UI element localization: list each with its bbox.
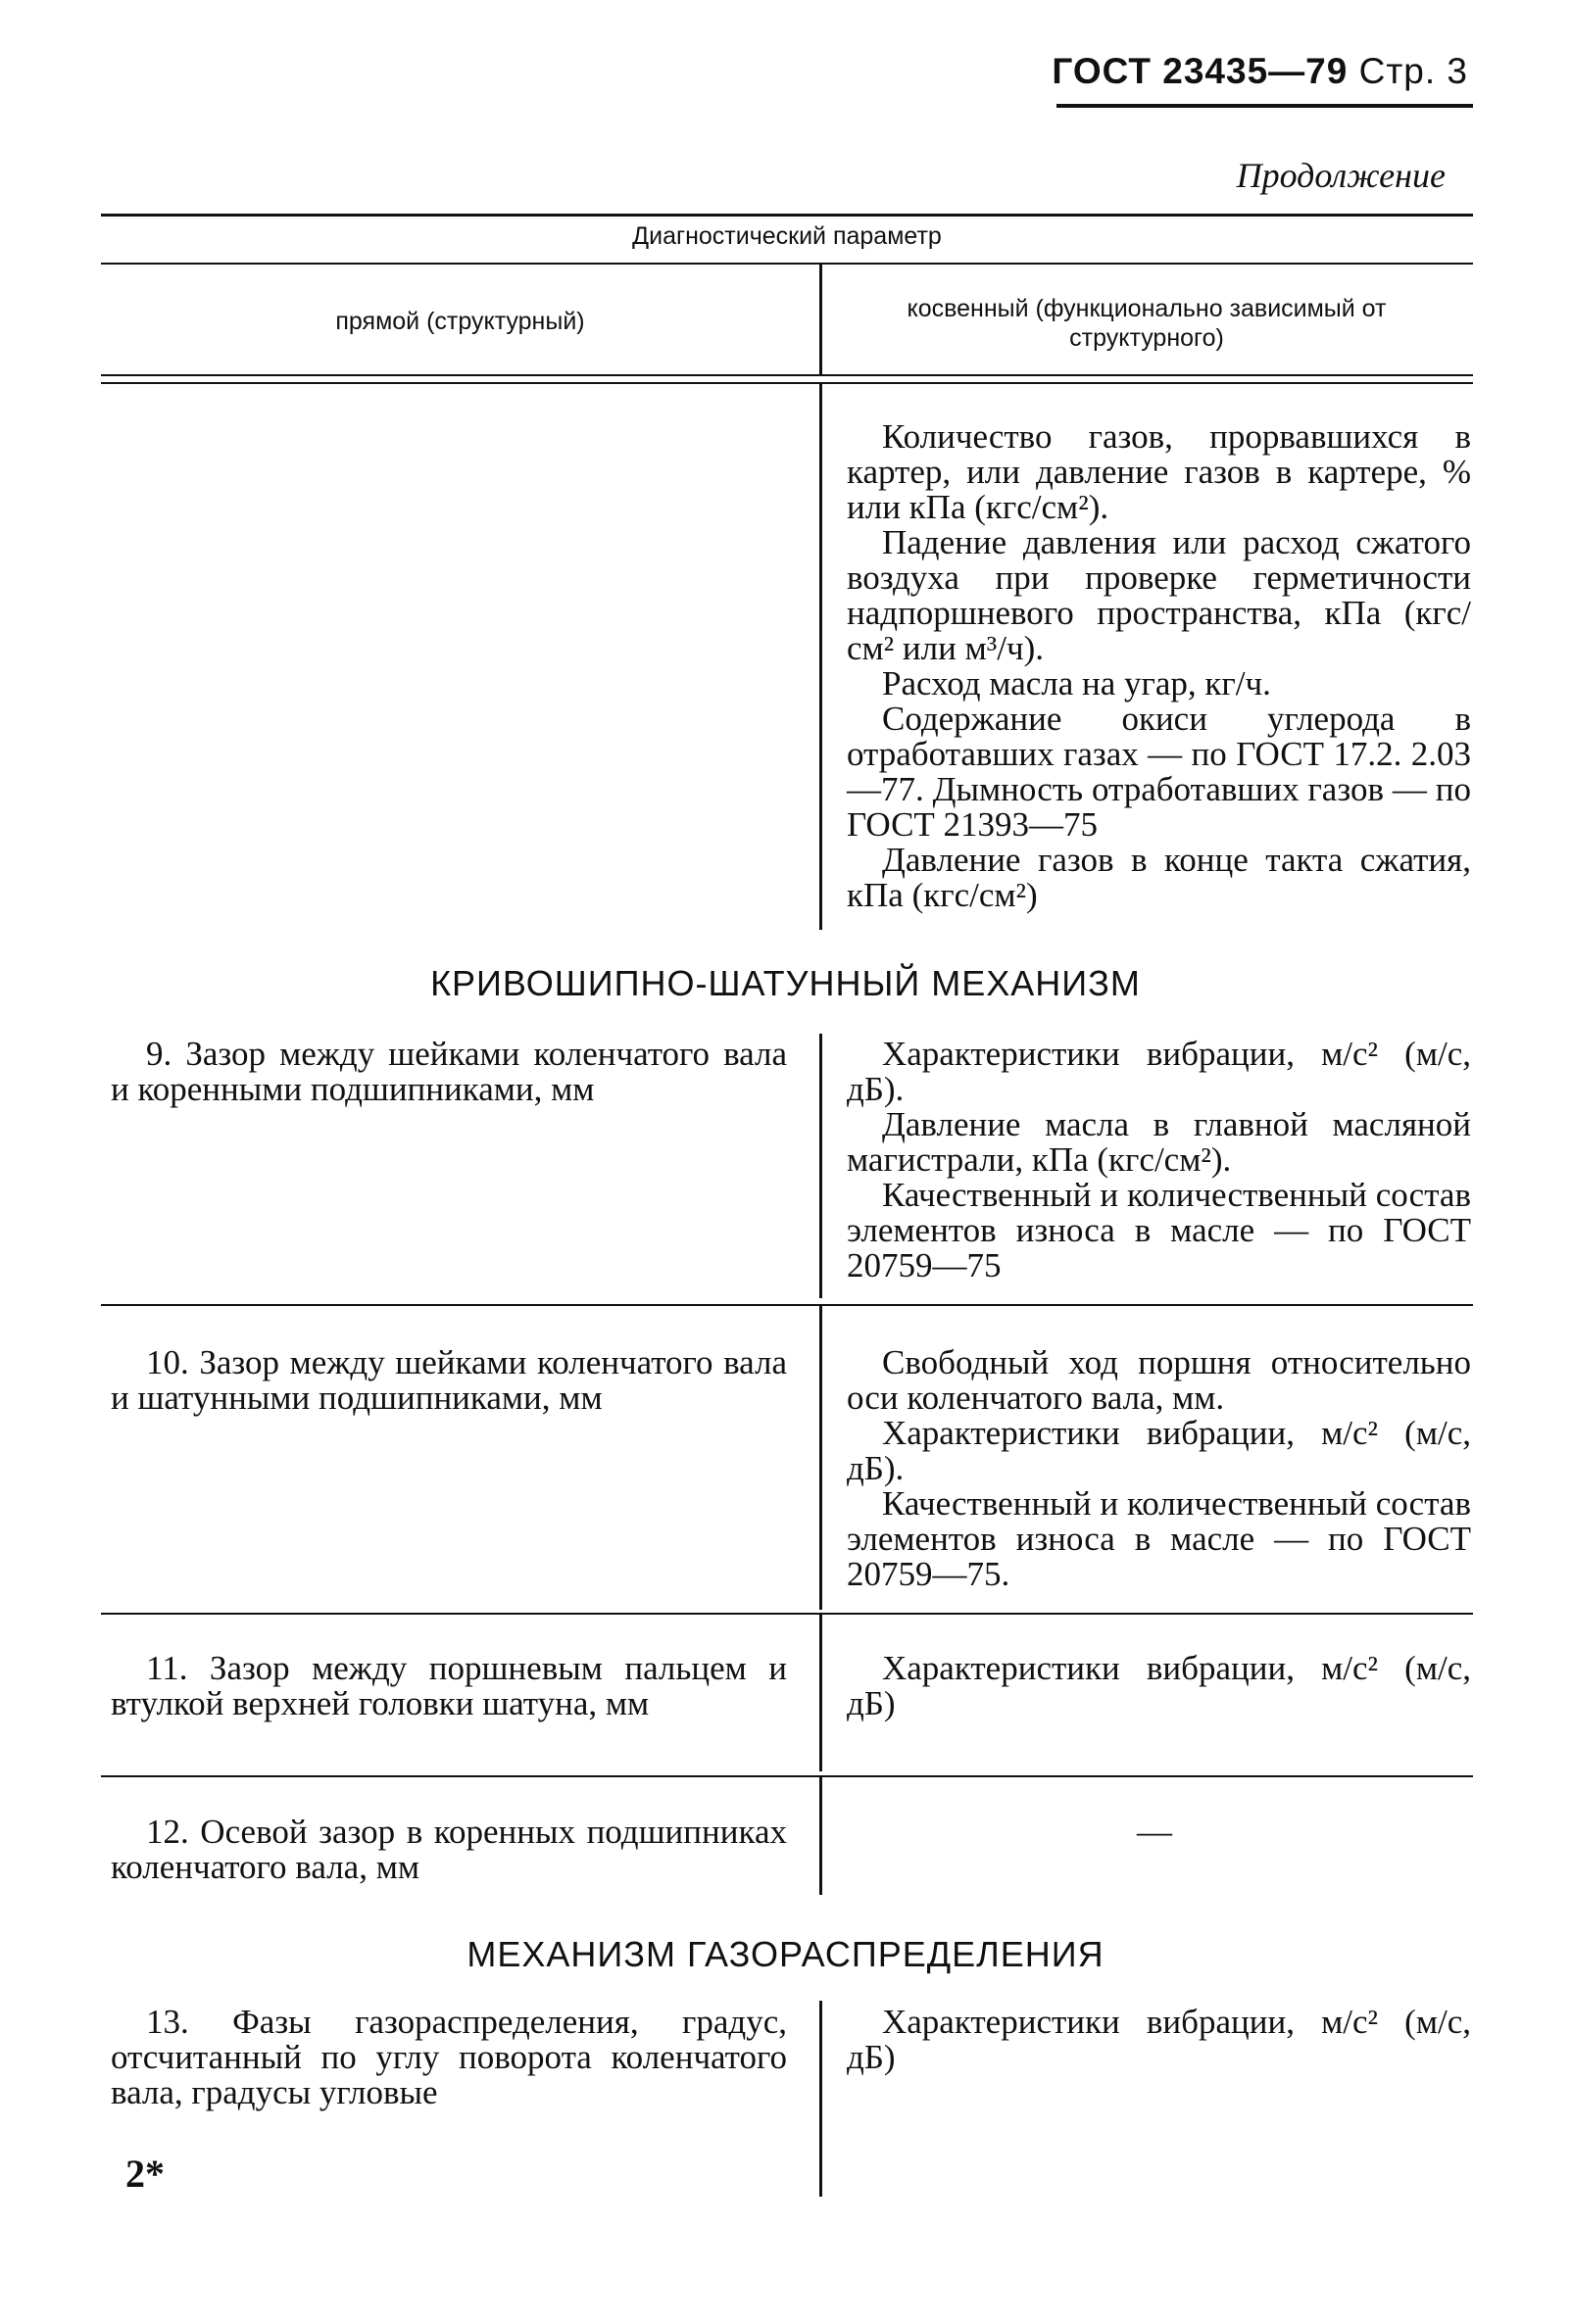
- indirect-cell: [847, 1651, 1471, 1721]
- row-rule: [101, 1613, 1473, 1615]
- column-divider: [819, 1615, 822, 1771]
- continuation-label: Продолжение: [1236, 156, 1446, 195]
- page-header: [1052, 51, 1468, 92]
- header-group-rule: [101, 263, 1473, 265]
- direct-cell: [111, 1815, 787, 1885]
- indirect-line: Содержание окиси углерода в отработавших газах — по ГОСТ 17.2. 2.03—77. Дымность отработавших газов — по ГОСТ 21393—75: [847, 700, 1471, 844]
- header-group: Диагностический параметр: [632, 222, 942, 250]
- indirect-line: Давление газов в конце такта сжатия, кПа (кгс/см²): [847, 841, 1471, 914]
- empty-value-dash: —: [1137, 1812, 1172, 1851]
- section-title: МЕХАНИЗМ ГАЗОРАСПРЕДЕЛЕНИЯ: [466, 1934, 1105, 1974]
- indirect-line: Характеристики вибрации, м/с² (м/с, дБ): [847, 1649, 1471, 1722]
- column-divider: [819, 384, 822, 930]
- table-top-rule: [101, 214, 1473, 217]
- section-title: КРИВОШИПНО-ШАТУННЫЙ МЕХАНИЗМ: [430, 963, 1141, 1003]
- indirect-line: Характеристики вибрации, м/с² (м/с, дБ).: [847, 1035, 1471, 1108]
- indirect-line: Свободный ход поршня относительно оси коленчатого вала, мм.: [847, 1343, 1471, 1417]
- direct-text: 10. Зазор между шейками коленчатого вала и шатунными подшипниками, мм: [111, 1343, 787, 1417]
- column-divider: [819, 1034, 822, 1298]
- indirect-line: Давление масла в главной масляной магистрали, кПа (кгс/см²).: [847, 1105, 1471, 1179]
- row-rule: [101, 1304, 1473, 1306]
- gost-number: ГОСТ 23435—79: [1052, 51, 1349, 91]
- row-rule: [101, 1775, 1473, 1777]
- column-divider: [819, 1777, 822, 1895]
- header-indirect: косвенный (функционально зависимый от структурного): [907, 295, 1387, 352]
- indirect-line: Расход масла на угар, кг/ч.: [882, 664, 1271, 702]
- indirect-line: Характеристики вибрации, м/с² (м/с, дБ): [847, 2003, 1471, 2076]
- indirect-cell: [847, 1345, 1471, 1592]
- column-divider: [819, 1306, 822, 1610]
- indirect-cell: [847, 419, 1471, 913]
- header-direct: прямой (структурный): [335, 308, 585, 335]
- indirect-cell: [847, 1037, 1471, 1283]
- direct-text: 13. Фазы газораспределения, градус, отсчитанный по углу поворота коленчатого вала, градусы угловые: [111, 2003, 787, 2111]
- direct-text: 12. Осевой зазор в коренных подшипниках коленчатого вала, мм: [111, 1813, 787, 1886]
- direct-text: 11. Зазор между поршневым пальцем и втулкой верхней головки шатуна, мм: [111, 1649, 787, 1722]
- direct-cell: [111, 1037, 787, 1107]
- indirect-line: Качественный и количественный состав элементов износа в масле — по ГОСТ 20759—75.: [847, 1484, 1471, 1593]
- header-rule: [1056, 104, 1473, 108]
- page-number: Стр. 3: [1358, 51, 1468, 91]
- direct-cell: [111, 1345, 787, 1416]
- indirect-cell: [847, 2005, 1471, 2075]
- column-divider: [819, 2001, 822, 2197]
- direct-text: 9. Зазор между шейками коленчатого вала и коренными подшипниками, мм: [111, 1035, 787, 1108]
- page-footer-mark: 2*: [125, 2152, 165, 2196]
- header-bottom-rule-2: [101, 382, 1473, 384]
- direct-cell: [111, 1651, 787, 1721]
- indirect-line: Падение давления или расход сжатого воздуха при проверке герметичности надпоршневого пространства, кПа (кгс/см² или м³/ч).: [847, 523, 1471, 667]
- indirect-line: Качественный и количественный состав элементов износа в масле — по ГОСТ 20759—75: [847, 1176, 1471, 1284]
- header-divider: [819, 265, 822, 374]
- header-bottom-rule-1: [101, 374, 1473, 376]
- indirect-line: Характеристики вибрации, м/с² (м/с, дБ).: [847, 1414, 1471, 1487]
- indirect-line: Количество газов, прорвавшихся в картер, или давление газов в картере, % или кПа (кгс/см²).: [847, 417, 1471, 526]
- direct-cell: [111, 2005, 787, 2110]
